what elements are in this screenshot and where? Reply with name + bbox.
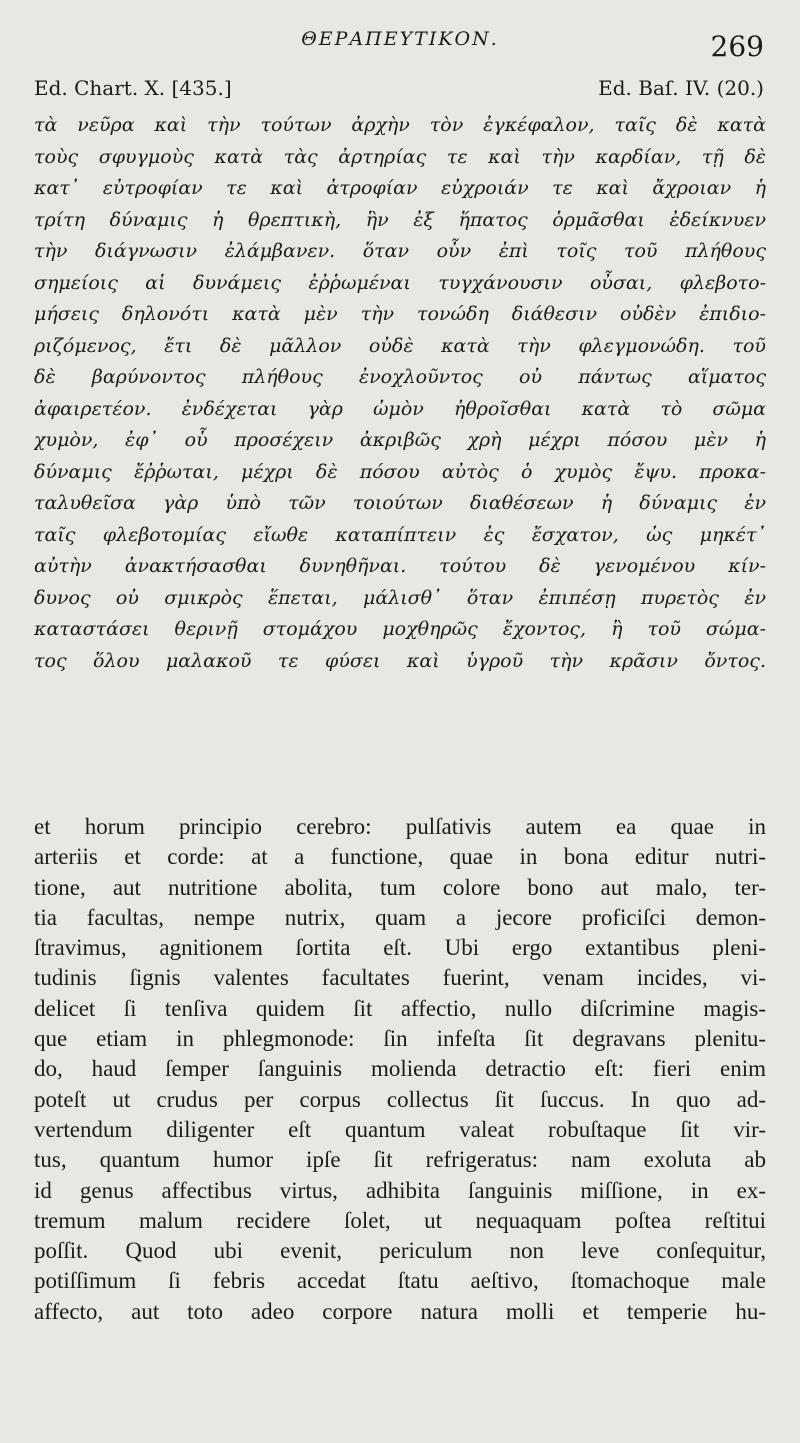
latin-line: tudinis ſignis valentes facultates fuerint, venam incides, vi-	[34, 965, 766, 991]
latin-line: tione, aut nutritione abolita, tum colore bono aut malo, ter-	[34, 874, 766, 900]
greek-line: τοὺς σφυγμοὺς κατὰ τὰς ἀρτηρίας τε καὶ τὴν καρδίαν, τῇ δὲ	[34, 145, 766, 168]
running-title: ΘΕΡΑΠΕΥΤΙΚΟΝ.	[301, 28, 499, 50]
edition-reference-basel: Ed. Baſ. IV. (20.)	[598, 76, 764, 100]
greek-line: δυνος οὐ σμικρὸς ἕπεται, μάλισθ᾽ ὅταν ἐπιπέσῃ πυρετὸς ἐν	[34, 586, 766, 609]
greek-line: δὲ βαρύνοντος πλήθους ἐνοχλοῦντος οὐ πάντως αἵματος	[34, 366, 766, 388]
greek-line: ταῖς φλεβοτομίας εἴωθε καταπίπτειν ἐς ἔσχατον, ὡς μηκέτ᾽	[34, 523, 766, 546]
greek-line: σημείοις αἱ δυνάμεις ἐῤῥωμέναι τυγχάνουσιν οὖσαι, φλεβοτο-	[34, 271, 766, 294]
latin-line: que etiam in phlegmonode: ſin infeſta ſit degravans plenitu-	[34, 1026, 766, 1052]
latin-line: vertendum diligenter eſt quantum valeat robuſtaque ſit vir-	[34, 1116, 766, 1142]
greek-line: τὰ νεῦρα καὶ τὴν τούτων ἀρχὴν τὸν ἐγκέφαλον, ταῖς δὲ κατὰ	[34, 114, 766, 136]
latin-line: do, haud ſemper ſanguinis molienda detractio eſt: fieri enim	[34, 1056, 766, 1082]
latin-line: id genus affectibus virtus, adhibita ſanguinis miſſione, in ex-	[34, 1177, 766, 1203]
greek-line: δύναμις ἔῤῥωται, μέχρι δὲ πόσου αὐτὸς ὁ χυμὸς ἔψυ. προκα-	[34, 460, 766, 483]
page-number: 269	[710, 30, 764, 63]
greek-text-block	[34, 110, 766, 677]
greek-line: ταλυθεῖσα γὰρ ὑπὸ τῶν τοιούτων διαθέσεων ἡ δύναμις ἐν	[34, 492, 766, 514]
latin-line: affecto, aut toto adeo corpore natura molli et temperie hu-	[34, 1298, 766, 1324]
latin-line: arteriis et corde: at a functione, quae in bona editur nutri-	[34, 844, 766, 870]
latin-line: poteſt ut crudus per corpus collectus ſit ſuccus. In quo ad-	[34, 1086, 766, 1112]
latin-line: tia facultas, nempe nutrix, quam a jecore proficiſci demon-	[34, 904, 766, 930]
greek-line: καταστάσει θερινῇ στομάχου μοχθηρῶς ἔχοντος, ἢ τοῦ σώμα-	[34, 618, 766, 640]
latin-text-block	[34, 812, 766, 1327]
greek-line: τρίτη δύναμις ἡ θρεπτικὴ, ἣν ἐξ ἥπατος ὁρμᾶσθαι ἐδείκνυεν	[34, 208, 766, 231]
latin-line: ſtravimus, agnitionem ſortita eſt. Ubi ergo extantibus pleni-	[34, 935, 766, 961]
latin-line: potiſſimum ſi febris accedat ſtatu aeſtivo, ſtomachoque male	[34, 1268, 766, 1294]
latin-line: tremum malum recidere ſolet, ut nequaquam poſtea reſtitui	[34, 1207, 766, 1233]
greek-line: τος ὅλου μαλακοῦ τε φύσει καὶ ὑγροῦ τὴν κρᾶσιν ὄντος.	[34, 649, 766, 672]
greek-line: ριζόμενος, ἔτι δὲ μᾶλλον οὐδὲ κατὰ τὴν φλεγμονώδη. τοῦ	[34, 334, 766, 357]
greek-line: αὐτὴν ἀνακτήσασθαι δυνηθῆναι. τούτου δὲ γενομένου κίν-	[34, 555, 766, 577]
latin-line: delicet ſi tenſiva quidem ſit affectio, nullo diſcrimine magis-	[34, 995, 766, 1021]
greek-line: κατ᾽ εὐτροφίαν τε καὶ ἀτροφίαν εὐχροιάν τε καὶ ἄχροιαν ἡ	[34, 177, 766, 199]
greek-line: μήσεις δηλονότι κατὰ μὲν τὴν τονώδη διάθεσιν οὐδὲν ἐπιδιο-	[34, 303, 766, 325]
edition-reference-chart: Ed. Chart. X. [435.]	[34, 76, 232, 100]
latin-line: poſſit. Quod ubi evenit, periculum non leve conſequitur,	[34, 1238, 766, 1264]
greek-line: χυμὸν, ἐφ᾽ οὗ προσέχειν ἀκριβῶς χρὴ μέχρι πόσου μὲν ἡ	[34, 429, 766, 451]
latin-line: tus, quantum humor ipſe ſit refrigeratus: nam exoluta ab	[34, 1147, 766, 1173]
latin-line: et horum principio cerebro: pulſativis autem ea quae in	[34, 814, 766, 839]
greek-line: τὴν διάγνωσιν ἐλάμβανεν. ὅταν οὖν ἐπὶ τοῖς τοῦ πλήθους	[34, 240, 766, 262]
greek-line: ἀφαιρετέον. ἐνδέχεται γὰρ ὠμὸν ἠθροῖσθαι κατὰ τὸ σῶμα	[34, 397, 766, 420]
